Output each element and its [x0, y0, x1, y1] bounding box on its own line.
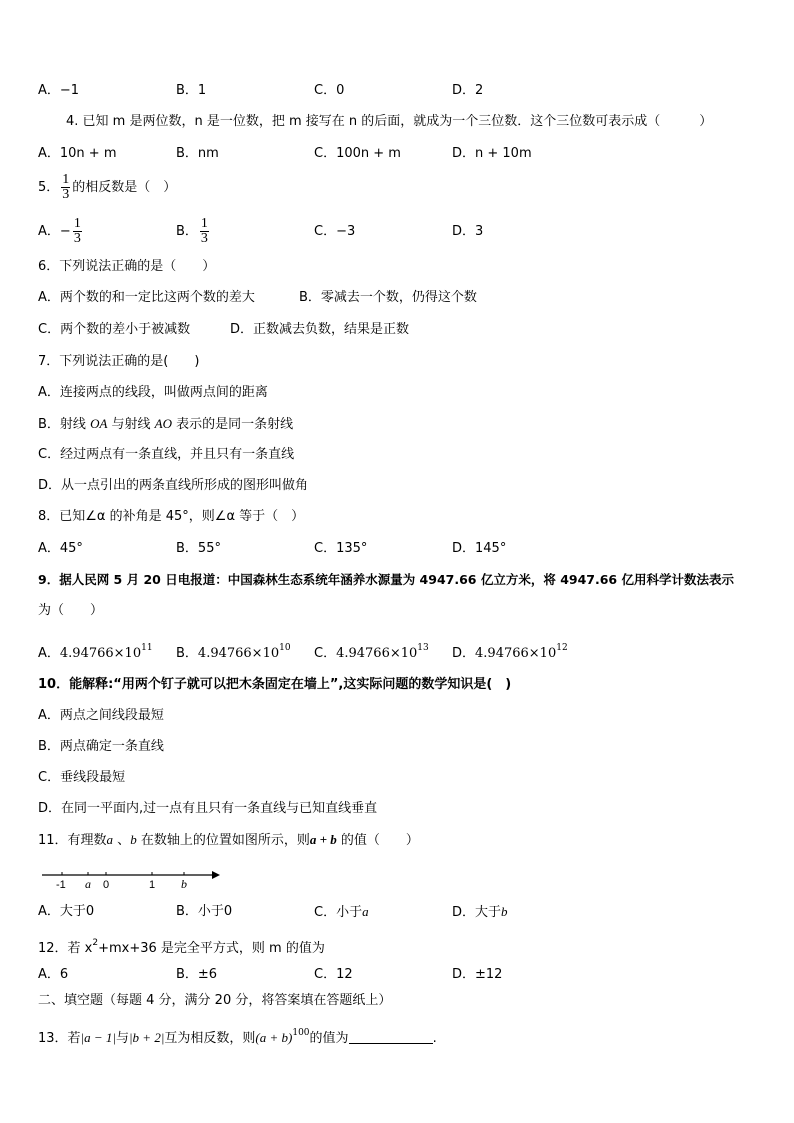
q3-option-d: D．2 [452, 83, 484, 98]
q13-post: 的值为 [309, 1031, 349, 1046]
q3-option-c: C．0 [314, 83, 345, 98]
q12-option-d: D．±12 [452, 967, 503, 982]
q8-option-c: C．135° [314, 541, 368, 556]
q5-option-a-label: A． [38, 224, 60, 239]
q7-option-b-pre: B．射线 [38, 417, 91, 432]
q6-stem: 6．下列说法正确的是（ ） [38, 259, 216, 274]
q5-option-a-sign: − [59, 224, 71, 239]
q11-stem-post: 的值（ ） [336, 833, 419, 848]
number-line-arrow-icon [212, 871, 220, 879]
q9-option-a-exp: 11 [141, 643, 153, 653]
q8-option-b: B．55° [176, 541, 221, 556]
q10-option-d: D．在同一平面内,过一点有且只有一条直线与已知直线垂直 [38, 801, 378, 816]
q5-option-b [176, 214, 211, 250]
q13-mid2: 互为相反数，则 [164, 1031, 256, 1046]
q11-stem-pre: 11．有理数 [38, 833, 107, 848]
q5-option-b-num: 1 [200, 216, 208, 231]
q9-stem-line1: 9．据人民网 5 月 20 日电报道：中国森林生态系统年涵养水源量为 4947.66 亿立方米，将 4947.66 亿用科学计数法表示 [38, 572, 734, 587]
q13-exp: 100 [292, 1028, 310, 1038]
q11-option-d [452, 903, 508, 922]
q5-option-a-fraction [73, 217, 82, 246]
q9-option-c-label: C． [314, 646, 337, 661]
q9-option-a [38, 639, 153, 663]
q4-option-b: B．nm [176, 146, 219, 161]
q6-option-a: A．两个数的和一定比这两个数的差大 [38, 290, 255, 305]
q10-option-b: B．两点确定一条直线 [38, 739, 164, 754]
q9-option-b-exp: 10 [279, 643, 291, 653]
q5-option-d: D．3 [452, 224, 484, 239]
q7-option-b-mid: 与射线 [107, 417, 155, 432]
q4-option-d: D．n + 10m [452, 146, 532, 161]
q12-stem-sup: 2 [92, 938, 99, 948]
q5-number: 5． [38, 180, 60, 195]
q11-var-a: a [106, 832, 114, 847]
q8-option-d: D．145° [452, 541, 507, 556]
q5-fraction [61, 173, 70, 202]
q7-option-b-post: 表示的是同一条射线 [172, 417, 294, 432]
q7-option-c: C．经过两点有一条直线，并且只有一条直线 [38, 447, 295, 462]
q7-ray-oa: OA [90, 416, 108, 431]
q13-abs1: |a − 1| [80, 1030, 116, 1045]
q10-option-a: A．两点之间线段最短 [38, 708, 164, 723]
q11-option-d-pre: D．大于 [452, 905, 502, 920]
label-b: b [181, 877, 187, 891]
q9-option-d [452, 639, 568, 663]
q8-option-a: A．45° [38, 541, 83, 556]
q9-option-b-label: B． [176, 646, 198, 661]
q13-pre: 13．若 [38, 1031, 81, 1046]
q5-option-a-den: 3 [73, 231, 81, 246]
q7-option-a: A．连接两点的线段，叫做两点间的距离 [38, 385, 268, 400]
q5-option-a [38, 214, 84, 250]
q9-option-b [176, 639, 291, 663]
q9-option-d-label: D． [452, 646, 476, 661]
q11-option-d-var: b [501, 904, 508, 919]
label-neg1: -1 [56, 879, 66, 891]
q9-option-a-base: 4.94766×10 [59, 646, 142, 661]
q5-option-b-label: B． [176, 224, 198, 239]
q13-abs2: |b + 2| [128, 1030, 165, 1045]
q5-stem-text: 的相反数是（ ） [72, 180, 177, 195]
q5-stem [38, 170, 176, 206]
q9-option-c-base: 4.94766×10 [336, 646, 418, 661]
label-1: 1 [149, 879, 156, 891]
q11-option-b: B．小于0 [176, 904, 233, 919]
section2-title: 二、填空题（每题 4 分，满分 20 分，将答案填在答题纸上） [38, 993, 392, 1008]
q5-option-b-fraction [200, 217, 209, 246]
q9-option-b-base: 4.94766×10 [197, 646, 280, 661]
q11-option-c-var: a [362, 904, 369, 919]
q5-option-c: C．−3 [314, 224, 356, 239]
q12-stem-post: +mx+36 是完全平方式，则 m 的值为 [98, 941, 325, 956]
q13-answer-blank[interactable] [349, 1031, 433, 1044]
q7-option-b [38, 415, 293, 434]
q11-stem-mid: 在数轴上的位置如图所示，则 [136, 833, 310, 848]
q6-option-c: C．两个数的差小于被减数 [38, 322, 191, 337]
q7-stem: 7．下列说法正确的是( ) [38, 354, 200, 369]
q11-var-b: b [130, 832, 137, 847]
q13-expr: (a + b) [255, 1030, 293, 1045]
q12-option-a: A．6 [38, 967, 69, 982]
q9-option-a-label: A． [38, 646, 60, 661]
q6-option-d: D．正数减去负数，结果是正数 [230, 322, 410, 337]
q10-option-c: C．垂线段最短 [38, 770, 126, 785]
q7-option-d: D．从一点引出的两条直线所形成的图形叫做角 [38, 478, 309, 493]
q11-expr: a + b [309, 832, 337, 847]
q5-frac-num: 1 [62, 172, 70, 187]
q5-frac-den: 3 [62, 187, 70, 202]
q12-option-c: C．12 [314, 967, 353, 982]
q12-stem [38, 934, 325, 958]
q4-stem: 4. 已知 m 是两位数，n 是一位数，把 m 接写在 n 的后面，就成为一个三位数．这个三位数可表示成（ ） [66, 114, 713, 129]
q5-option-a-num: 1 [73, 216, 81, 231]
label-a: a [85, 877, 91, 891]
q11-number-line [40, 862, 224, 892]
q3-option-b: B．1 [176, 83, 207, 98]
q11-stem [38, 831, 419, 850]
q6-option-b: B．零减去一个数，仍得这个数 [299, 290, 477, 305]
q12-option-b: B．±6 [176, 967, 218, 982]
q8-stem: 8．已知∠α 的补角是 45°，则∠α 等于（ ） [38, 509, 305, 524]
q11-option-a: A．大于0 [38, 904, 95, 919]
q12-stem-pre: 12．若 x [38, 941, 93, 956]
q4-option-a: A．10n + m [38, 146, 117, 161]
label-0: 0 [103, 879, 110, 891]
q13-stem [38, 1024, 437, 1048]
q7-ray-ao: AO [154, 416, 173, 431]
q9-option-c-exp: 13 [417, 643, 429, 653]
q3-option-a: A．−1 [38, 83, 80, 98]
q9-option-c [314, 639, 429, 663]
q10-stem: 10．能解释:“用两个钉子就可以把木条固定在墙上”,这实际问题的数学知识是( ) [38, 677, 512, 692]
q9-stem-line2: 为（ ） [38, 603, 104, 618]
q11-option-c-pre: C．小于 [314, 905, 363, 920]
q5-option-b-den: 3 [200, 231, 208, 246]
q11-option-c [314, 903, 369, 922]
q13-end: . [432, 1031, 437, 1046]
q4-option-c: C．100n + m [314, 146, 401, 161]
q9-option-d-exp: 12 [556, 643, 568, 653]
q13-mid1: 与 [115, 1031, 129, 1046]
q11-sep: 、 [113, 833, 131, 848]
q9-option-d-base: 4.94766×10 [475, 646, 557, 661]
